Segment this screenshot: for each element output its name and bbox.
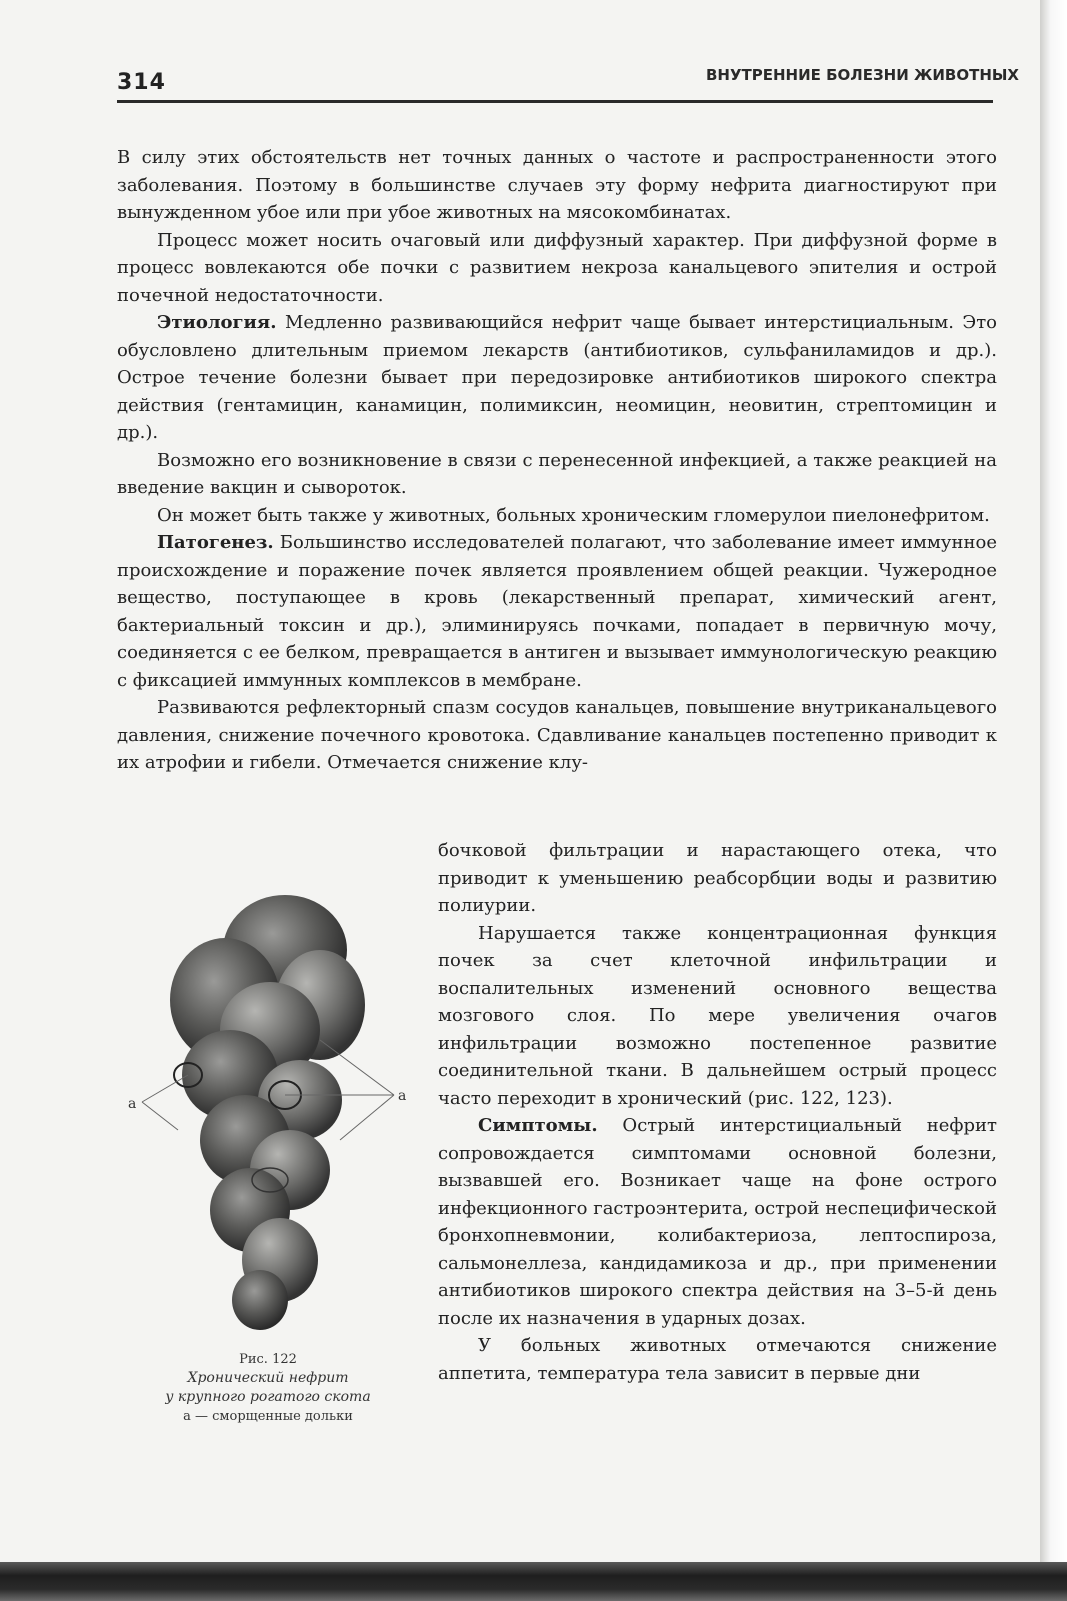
paragraph-continued: бочковой фильтрации и нарастающего отека, что приводит к уменьшению реабсорбции воды и развитию полиурии. [438,840,997,916]
section-heading-pathogenesis: Патогенез. [157,532,274,553]
paragraph-symptoms [438,1112,997,1332]
main-text-column [117,144,997,777]
paragraph-etiology [117,309,997,447]
paragraph: В силу этих обстоятельств нет точных данных о частоте и распространенности этого заболевания. Поэтому в большинстве случаев эту форму нефрита диагностируют при вынужденном убое или при убое животных на мясокомбинатах. [117,147,997,223]
caption-legend: а — сморщенные дольки [183,1409,353,1424]
kidney-drawing [110,880,430,1340]
paragraph-text: Большинство исследователей полагают, что заболевание имеет иммунное происхождение и поражение почек является проявлением общей реакции. Чужеродное вещество, поступающее в кровь (лекарственный препарат, химический агент, бактериальный токсин и др.), элиминируясь почками, попадает в первичную мочу, соединяется с ее белком, превращается в антиген и вызывает иммунологическую реакцию с фиксацией иммунных комплексов в мембране. [117,532,997,691]
header-rule [117,100,993,103]
paragraph-text: Острый интерстициальный нефрит сопровождается симптомами основной болезни, вызвавшей его. Возникает чаще на фоне острого инфекционного гастроэнтерита, острой неспецифической бронхопневмонии, колибактериоза, лептоспироза, сальмонеллеза, кандидамикоза и др., при применении антибиотиков широкого спектра действия на 3–5-й день после их назначения в ударных дозах. [438,1115,997,1329]
page-edge-right [1040,0,1067,1601]
scan-shadow-bottom [0,1562,1067,1601]
caption-title-line1: Хронический нефрит [187,1370,349,1386]
figure-label-right: а [398,1088,407,1104]
section-heading-symptoms: Симптомы. [478,1115,598,1136]
caption-number: Рис. 122 [239,1352,297,1367]
figure-kidney-illustration [110,880,430,1340]
figure-caption [98,1350,438,1426]
paragraph: Процесс может носить очаговый или диффузный характер. При диффузной форме в процесс вовлекаются обе почки с развитием некроза канальцевого эпителия и острой почечной недостаточности. [117,229,997,306]
paragraph-text: Медленно развивающийся нефрит чаще бывает интерстициальным. Это обусловлено длительным приемом лекарств (антибиотиков, сульфаниламидов и др.). Острое течение болезни бывает при передозировке антибиотиков широкого спектра действия (гентамицин, канамицин, полимиксин, неомицин, неовитин, стрептомицин и др.). [117,312,997,443]
paragraph: Возможно его возникновение в связи с перенесенной инфекцией, а также реакцией на введение вакцин и сывороток. [117,449,997,498]
paragraph: У больных животных отмечаются снижение аппетита, температура тела зависит в первые дни [438,1335,997,1384]
section-heading-etiology: Этиология. [157,312,277,333]
running-title: ВНУТРЕННИЕ БОЛЕЗНИ ЖИВОТНЫХ [705,66,1019,84]
paragraph: Развиваются рефлекторный спазм сосудов канальцев, повышение внутриканальцевого давления, снижение почечного кровотока. Сдавливание канальцев постепенно приводит к их атрофии и гибели. Отмечается снижение клу- [117,697,997,773]
right-text-column [438,837,997,1387]
page-number: 314 [117,70,166,95]
caption-title-line2: у крупного рогатого скота [165,1389,371,1405]
figure-label-left: а [128,1096,137,1112]
paragraph: Он может быть также у животных, больных хроническим гломерулои пиелонефритом. [157,504,990,526]
kidney-lobes [170,895,365,1330]
paragraph-pathogenesis [117,529,997,694]
paragraph: Нарушается также концентрационная функция почек за счет клеточной инфильтрации и воспалительных изменений основного вещества мозгового слоя. По мере увеличения очагов инфильтрации возможно постепенное развитие соединительной ткани. В дальнейшем острый процесс часто переходит в хронический (рис. 122, 123). [438,922,997,1109]
